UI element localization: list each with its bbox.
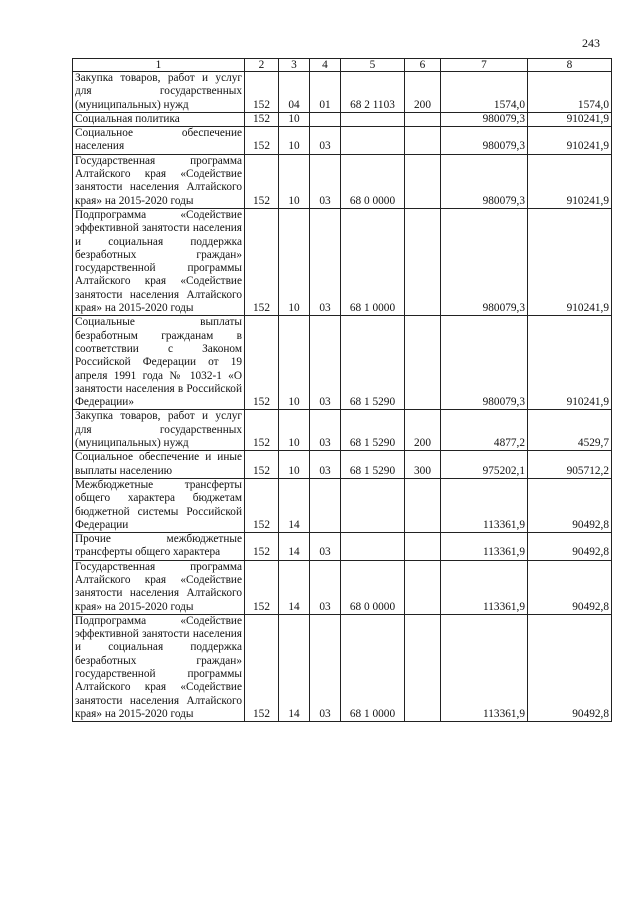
amount-cell: 113361,9 <box>441 533 528 561</box>
expense-type-cell: 300 <box>405 451 441 479</box>
table-row <box>73 451 612 479</box>
section-code-cell: 04 <box>279 72 310 113</box>
header-row <box>73 59 612 72</box>
subsection-code-cell: 03 <box>310 208 341 315</box>
expense-type-cell <box>405 154 441 208</box>
item-name-cell: Закупка товаров, работ и услуг для государственных (муниципальных) нужд <box>73 410 245 451</box>
table-row <box>73 72 612 113</box>
ministry-code-cell: 152 <box>245 451 279 479</box>
subsection-code-cell: 03 <box>310 127 341 155</box>
ministry-code-cell: 152 <box>245 614 279 721</box>
ministry-code-cell: 152 <box>245 478 279 532</box>
amount-cell: 910241,9 <box>528 154 612 208</box>
target-article-cell <box>341 127 405 155</box>
item-name-cell: Подпрограмма «Содействие эффективной занятости населения и социальная поддержка безработных граждан» государственной программы Алтайского края «Содействие занятости населения Алтайского края» на 2015-2020 годы <box>73 208 245 315</box>
item-name-cell: Прочие межбюджетные трансферты общего характера <box>73 533 245 561</box>
amount-cell: 980079,3 <box>441 154 528 208</box>
target-article-cell: 68 2 1103 <box>341 72 405 113</box>
section-code-cell: 10 <box>279 208 310 315</box>
ministry-code-cell: 152 <box>245 410 279 451</box>
subsection-code-cell: 03 <box>310 533 341 561</box>
item-name-cell: Подпрограмма «Содействие эффективной занятости населения и социальная поддержка безработных граждан» государственной программы Алтайского края «Содействие занятости населения Алтайского края» на 2015-2020 годы <box>73 614 245 721</box>
column-header: 1 <box>73 59 245 72</box>
expense-type-cell <box>405 533 441 561</box>
amount-cell: 113361,9 <box>441 478 528 532</box>
target-article-cell: 68 1 5290 <box>341 410 405 451</box>
item-name-cell: Социальное обеспечение населения <box>73 127 245 155</box>
subsection-code-cell: 03 <box>310 410 341 451</box>
amount-cell: 980079,3 <box>441 316 528 410</box>
column-header: 5 <box>341 59 405 72</box>
amount-cell: 980079,3 <box>441 112 528 126</box>
ministry-code-cell: 152 <box>245 208 279 315</box>
section-code-cell: 14 <box>279 560 310 614</box>
ministry-code-cell: 152 <box>245 316 279 410</box>
target-article-cell: 68 1 5290 <box>341 451 405 479</box>
item-name-cell: Закупка товаров, работ и услуг для государственных (муниципальных) нужд <box>73 72 245 113</box>
column-header: 6 <box>405 59 441 72</box>
section-code-cell: 14 <box>279 614 310 721</box>
section-code-cell: 10 <box>279 410 310 451</box>
item-name-cell: Социальная политика <box>73 112 245 126</box>
amount-cell: 90492,8 <box>528 533 612 561</box>
table-row <box>73 560 612 614</box>
table-row <box>73 316 612 410</box>
amount-cell: 113361,9 <box>441 560 528 614</box>
table-row <box>73 478 612 532</box>
section-code-cell: 14 <box>279 478 310 532</box>
subsection-code-cell: 03 <box>310 316 341 410</box>
expense-type-cell <box>405 316 441 410</box>
subsection-code-cell: 03 <box>310 451 341 479</box>
column-header: 4 <box>310 59 341 72</box>
column-header: 3 <box>279 59 310 72</box>
column-header: 7 <box>441 59 528 72</box>
amount-cell: 910241,9 <box>528 127 612 155</box>
section-code-cell: 10 <box>279 127 310 155</box>
table-row <box>73 127 612 155</box>
expense-type-cell <box>405 478 441 532</box>
section-code-cell: 10 <box>279 112 310 126</box>
target-article-cell <box>341 478 405 532</box>
amount-cell: 4529,7 <box>528 410 612 451</box>
column-header: 8 <box>528 59 612 72</box>
amount-cell: 910241,9 <box>528 112 612 126</box>
ministry-code-cell: 152 <box>245 127 279 155</box>
subsection-code-cell: 01 <box>310 72 341 113</box>
amount-cell: 90492,8 <box>528 560 612 614</box>
expense-type-cell: 200 <box>405 410 441 451</box>
subsection-code-cell: 03 <box>310 154 341 208</box>
section-code-cell: 10 <box>279 316 310 410</box>
item-name-cell: Социальное обеспечение и иные выплаты населению <box>73 451 245 479</box>
page-number: 243 <box>582 36 600 50</box>
target-article-cell: 68 0 0000 <box>341 154 405 208</box>
section-code-cell: 14 <box>279 533 310 561</box>
ministry-code-cell: 152 <box>245 560 279 614</box>
amount-cell: 910241,9 <box>528 208 612 315</box>
subsection-code-cell <box>310 112 341 126</box>
ministry-code-cell: 152 <box>245 112 279 126</box>
target-article-cell: 68 1 5290 <box>341 316 405 410</box>
table-row <box>73 154 612 208</box>
section-code-cell: 10 <box>279 154 310 208</box>
section-code-cell: 10 <box>279 451 310 479</box>
amount-cell: 910241,9 <box>528 316 612 410</box>
target-article-cell <box>341 112 405 126</box>
target-article-cell: 68 1 0000 <box>341 208 405 315</box>
amount-cell: 90492,8 <box>528 614 612 721</box>
amount-cell: 4877,2 <box>441 410 528 451</box>
table-row <box>73 410 612 451</box>
table-row <box>73 533 612 561</box>
subsection-code-cell <box>310 478 341 532</box>
budget-table <box>72 58 612 722</box>
expense-type-cell <box>405 614 441 721</box>
ministry-code-cell: 152 <box>245 72 279 113</box>
expense-type-cell: 200 <box>405 72 441 113</box>
expense-type-cell <box>405 112 441 126</box>
amount-cell: 980079,3 <box>441 208 528 315</box>
table-row <box>73 112 612 126</box>
amount-cell: 905712,2 <box>528 451 612 479</box>
ministry-code-cell: 152 <box>245 154 279 208</box>
expense-type-cell <box>405 127 441 155</box>
column-header: 2 <box>245 59 279 72</box>
expense-type-cell <box>405 560 441 614</box>
amount-cell: 113361,9 <box>441 614 528 721</box>
amount-cell: 980079,3 <box>441 127 528 155</box>
table-row <box>73 614 612 721</box>
table-row <box>73 208 612 315</box>
amount-cell: 90492,8 <box>528 478 612 532</box>
item-name-cell: Межбюджетные трансферты общего характера бюджетам бюджетной системы Российской Федерации <box>73 478 245 532</box>
item-name-cell: Социальные выплаты безработным гражданам в соответствии с Законом Российской Федерации от 19 апреля 1991 года № 1032-1 «О занятости населения в Российской Федерации» <box>73 316 245 410</box>
amount-cell: 1574,0 <box>528 72 612 113</box>
amount-cell: 1574,0 <box>441 72 528 113</box>
target-article-cell: 68 0 0000 <box>341 560 405 614</box>
item-name-cell: Государственная программа Алтайского края «Содействие занятости населения Алтайского края» на 2015-2020 годы <box>73 560 245 614</box>
item-name-cell: Государственная программа Алтайского края «Содействие занятости населения Алтайского края» на 2015-2020 годы <box>73 154 245 208</box>
subsection-code-cell: 03 <box>310 560 341 614</box>
ministry-code-cell: 152 <box>245 533 279 561</box>
expense-type-cell <box>405 208 441 315</box>
target-article-cell: 68 1 0000 <box>341 614 405 721</box>
amount-cell: 975202,1 <box>441 451 528 479</box>
target-article-cell <box>341 533 405 561</box>
subsection-code-cell: 03 <box>310 614 341 721</box>
